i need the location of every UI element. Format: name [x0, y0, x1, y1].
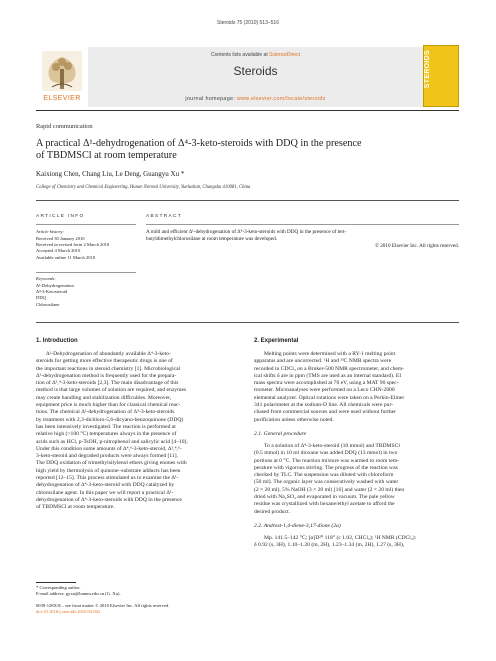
author-list: Kaixiong Chen, Chang Liu, Le Deng, Guangyu Xu * — [36, 170, 185, 178]
issn-line: 0039-128X/$ – see front matter © 2010 Elsevier Inc. All rights reserved. — [36, 603, 170, 608]
text-line: acids such as HCl, p-TsOH, p-nitrophenol and salicylic acid [4–10]. — [36, 438, 188, 445]
text-line: relative high (>100 °C) temperatures always in the presence of — [36, 431, 177, 438]
corresponding-author: * Corresponding author. — [36, 585, 81, 590]
text-line: (2 × 20 ml), 5% NaOH (3 × 20 ml) [16] and water (2 × 20 ml) then — [254, 486, 405, 493]
text-line: has been intensively investigated. The reaction is performed at — [36, 423, 176, 430]
elsevier-logo — [36, 47, 88, 107]
text-line: of TBDMSCl at room temperature. — [36, 504, 115, 511]
experimental-heading: 2. Experimental — [254, 338, 299, 344]
keywords-list — [36, 283, 74, 308]
keyword: DDQ — [36, 295, 46, 301]
publisher-name: ELSEVIER — [43, 95, 81, 102]
journal-cover — [423, 45, 459, 107]
footnote-rule — [36, 582, 76, 583]
text-line: reported [12–15]. This process stimulated us to examine the Δ¹- — [36, 475, 179, 482]
text-line: dehydrogenation of Δ⁴-3-keto-steroids with DDQ in the presence — [36, 496, 182, 503]
history-label: Article history: — [36, 229, 64, 234]
keyword: Chlorosilane — [36, 301, 60, 307]
header-rule — [36, 110, 459, 111]
text-line: The DDQ oxidation of trimethylsilylenol ethers giving enones with — [36, 460, 187, 467]
abstract-copyright: © 2010 Elsevier Inc. All rights reserved. — [374, 242, 459, 249]
text-line: Under this condition some amounts of Δ⁴,⁶-3-keto-steroid, Δ¹,⁴,⁶- — [36, 445, 182, 452]
text-line: method is that large volumes of solution are required, and enzymes — [36, 387, 187, 394]
experimental-body — [254, 351, 459, 424]
abstract-rule — [146, 224, 459, 225]
homepage-line — [88, 96, 423, 102]
text-line: tions. The chemical Δ¹-dehydrogenation of Δ⁴-3-keto-steroids — [36, 409, 175, 416]
keywords-rule — [36, 272, 136, 273]
text-line: To a solution of Δ⁴-3-keto-steroid (10 mmol) and TBDMSCl — [264, 443, 400, 449]
author-email: E-mail address: gyxu@hunnu.edu.cn (G. Xu). — [36, 591, 121, 597]
text-line: Δ¹-Dehydrogenation of abundantly available Δ⁴-3-keto- — [46, 351, 171, 357]
article-title — [36, 138, 466, 162]
text-line: δ 0.92 (s, 3H), 1.10–1.20 (m, 2H), 1.23–1.34 (m, 2H), 1.27 (s, 3H), — [254, 542, 405, 549]
text-line: the important reactions in steroid chemistry [1]. Microbiological — [36, 365, 181, 372]
contents-line — [88, 52, 423, 58]
intro-body — [36, 351, 243, 512]
history-entry: Received 30 January 2010 — [36, 236, 85, 241]
doi-link[interactable]: doi:10.1016/j.steroids.2010.03.002 — [36, 609, 101, 615]
text-line: steroids for getting more effective therapeutic drugs is one of — [36, 358, 173, 365]
text-line: desired product. — [254, 508, 291, 515]
title-line-2: of TBDMSCl at room temperature — [36, 150, 177, 161]
general-procedure-heading: 2.1. General procedure — [254, 431, 307, 437]
text-line: chased from commercial sources and were used without further — [254, 409, 396, 416]
text-line: high yield by thermolysis of quinone–substrate adducts has been — [36, 467, 181, 474]
text-line: dried with Na₂SO₄ and evaporated in vacuum. The pale yellow — [254, 494, 395, 501]
text-line: purification unless otherwise noted. — [254, 416, 334, 423]
abstract-rule-bottom — [36, 322, 459, 323]
text-line: Mp. 141.5–142 °C; [α]D²⁰ 118° (c 1.02, CHCl₃); ¹H NMR (CDCl₃): — [264, 535, 417, 541]
history-entry: Accepted 4 March 2010 — [36, 248, 81, 254]
text-line: equipment price is much higher than for classical chemical reac- — [36, 402, 181, 409]
footnote — [36, 585, 121, 597]
text-line: tion of Δ¹,⁴-3-keto-steroids [2,3]. The main disadvantage of this — [36, 380, 179, 387]
text-line: 341 polarimeter at the sodium-D line. All chemicals were pur- — [254, 402, 394, 409]
intro-heading: 1. Introduction — [36, 338, 78, 344]
title-line-1: A practical Δ¹-dehydrogenation of Δ⁴-3-keto-steroids with DDQ in the presence — [36, 138, 362, 149]
compound-heading: 2.2. Androst-1,4-diene-3,17-dione (2a) — [254, 523, 341, 529]
abstract-text — [146, 229, 459, 250]
homepage-link[interactable]: www.elsevier.com/locate/steroids — [236, 96, 326, 102]
sciencedirect-link[interactable]: ScienceDirect — [269, 52, 300, 58]
contents-prefix: Contents lists available at — [211, 52, 270, 58]
text-line: mass spectra were accomplished at 70 eV, using a MAT 90 spec- — [254, 380, 399, 387]
text-line: ical shifts δ are in ppm (TMS are used as an internal standard). EI — [254, 372, 402, 379]
text-line: perature with vigorous stirring. The progress of the reaction was — [254, 464, 398, 471]
title-rule — [36, 200, 459, 201]
article-info-rule — [36, 224, 136, 225]
history-list — [36, 236, 109, 261]
text-line: apparatus and are uncorrected. ¹H and ¹³C NMR spectra were — [254, 358, 392, 365]
keyword: Δ⁴-3-Ketosteroid — [36, 289, 68, 295]
text-line: 3-keto-steroid and degraded products were always formed [11]. — [36, 453, 179, 460]
text-line: checked by TLC. The suspension was diluted with chloroform — [254, 472, 394, 479]
general-procedure-body — [254, 443, 459, 516]
history-entry: Received in revised form 2 March 2010 — [36, 242, 110, 248]
abstract-line: butyldimethylchlorosilane at room temperature was developed. — [146, 235, 278, 242]
keywords-label: Keywords: — [36, 276, 56, 281]
history-entry: Available online 11 March 2010 — [36, 254, 96, 260]
issn-block — [36, 603, 170, 615]
homepage-prefix: journal homepage: — [185, 96, 237, 102]
text-line: Δ¹-dehydrogenation method is frequently used for the prepara- — [36, 372, 177, 379]
text-line: Melting points were determined with a RY-1 melting point — [264, 351, 396, 357]
text-line: may create handling and stabilization difficulties. Moreover, — [36, 394, 172, 401]
text-line: (0.5 mmol) in 10 ml dioxane was added DDQ (13 mmol) in two — [254, 450, 398, 457]
journal-citation: Steroids 75 (2010) 513–516 — [217, 20, 279, 26]
abstract-heading: ABSTRACT — [146, 214, 182, 219]
text-line: residue was crystallized with hexane/ethyl acetate to afford the — [254, 501, 395, 508]
text-line: trometer. Microanalyses were performed on a Leco CHN-2000 — [254, 387, 395, 394]
keyword: Δ¹-Dehydrogenation — [36, 283, 74, 288]
text-line: elemental analyzer. Optical rotations were taken on a Perkin-Elmer — [254, 394, 405, 401]
journal-name: Steroids — [233, 64, 278, 78]
article-info-heading: ARTICLE INFO — [36, 214, 85, 219]
text-line: portions at 0 °C. The reaction mixture was warmed to room tem- — [254, 457, 400, 464]
abstract-line: A mild and efficient Δ¹-dehydrogenation of Δ⁴-3-keto-steroids with DDQ in the presence of tert- — [146, 229, 347, 235]
text-line: by treatment with 2,3-dichloro-5,6-dicyano-benzoquinone (DDQ) — [36, 416, 184, 423]
cover-title: STEROIDS — [424, 50, 431, 89]
text-line: recorded in CDCl₃ on a Bruker-500 NMR spectrometer, and chem- — [254, 365, 405, 372]
text-line: (50 ml). The organic layer was consecutively washed with water — [254, 479, 399, 486]
article-type: Rapid communication — [36, 123, 93, 130]
text-line: chlorosilane agent. In this paper we will report a practical Δ¹- — [36, 489, 174, 496]
affiliation: College of Chemistry and Chemical Engineering, Hunan Normal University, Yuelushan, Changsha 410081, China — [36, 185, 251, 190]
compound-body — [254, 535, 459, 550]
text-line: dehydrogenation of Δ⁴-3-keto-steroid with DDQ catalyzed by — [36, 482, 175, 489]
